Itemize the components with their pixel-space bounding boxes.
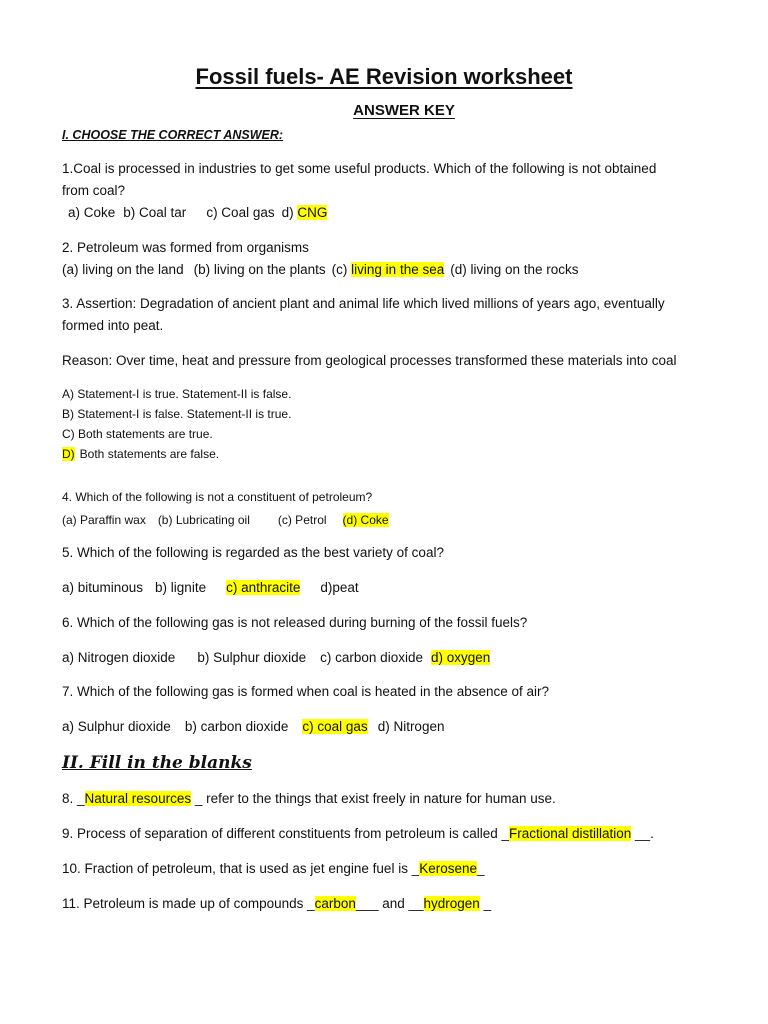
q3-option-a: A) Statement-I is true. Statement-II is false. bbox=[62, 387, 292, 401]
question-1-text-line-1: 1.Coal is processed in industries to get some useful products. Which of the following is not obtained bbox=[62, 161, 657, 176]
q2-answer-highlight: living in the sea bbox=[351, 262, 445, 277]
question-11: 11. Petroleum is made up of compounds _carbon___ and __hydrogen _ bbox=[62, 896, 492, 911]
q1-option-d-label: d) bbox=[281, 205, 294, 220]
question-10: 10. Fraction of petroleum, that is used as jet engine fuel is _Kerosene_ bbox=[62, 861, 485, 876]
q5-answer-highlight: c) anthracite bbox=[226, 580, 301, 595]
question-8: 8. _Natural resources _ refer to the things that exist freely in nature for human use. bbox=[62, 791, 556, 806]
q4-option-b: (b) Lubricating oil bbox=[157, 513, 250, 527]
q4-option-a: (a) Paraffin wax bbox=[62, 513, 146, 527]
question-5-text: 5. Which of the following is regarded as the best variety of coal? bbox=[62, 545, 444, 560]
question-7-options bbox=[62, 719, 444, 734]
q2-option-b: (b) living on the plants bbox=[193, 262, 326, 277]
q6-answer-highlight: d) oxygen bbox=[430, 650, 491, 665]
q7-option-d: d) Nitrogen bbox=[377, 719, 445, 734]
q4-answer-highlight: (d) Coke bbox=[342, 513, 389, 527]
q9-answer-highlight: Fractional distillation bbox=[508, 826, 632, 841]
question-6-options bbox=[62, 650, 490, 665]
question-9: 9. Process of separation of different constituents from petroleum is called _Fractional distillation __. bbox=[62, 826, 654, 841]
q3-option-d: D) Both statements are false. bbox=[62, 447, 220, 461]
section-heading-fill-blanks: II. Fill in the blanks bbox=[62, 753, 252, 773]
q11-answer-2-highlight: hydrogen bbox=[423, 896, 480, 911]
q1-option-a: a) Coke bbox=[68, 205, 116, 220]
question-2-options bbox=[62, 262, 579, 277]
q5-option-a: a) bituminous bbox=[62, 580, 144, 595]
q5-option-d: d)peat bbox=[320, 580, 359, 595]
question-5-options bbox=[62, 580, 359, 595]
q7-answer-highlight: c) coal gas bbox=[302, 719, 368, 734]
q3-answer-highlight: D) bbox=[62, 447, 75, 461]
question-3-assertion-line-2: formed into peat. bbox=[62, 318, 164, 333]
page-title: Fossil fuels- AE Revision worksheet bbox=[195, 64, 573, 89]
question-7-text: 7. Which of the following gas is formed when coal is heated in the absence of air? bbox=[62, 684, 550, 699]
question-4-options bbox=[62, 513, 389, 527]
q1-option-b: b) Coal tar bbox=[123, 205, 187, 220]
q10-answer-highlight: Kerosene bbox=[419, 861, 477, 876]
question-3-assertion-line-1: 3. Assertion: Degradation of ancient plant and animal life which lived millions of years ago, eventually bbox=[62, 296, 665, 311]
question-2-text: 2. Petroleum was formed from organisms bbox=[62, 240, 309, 255]
q8-answer-highlight: Natural resources bbox=[84, 791, 192, 806]
q1-option-c: c) Coal gas bbox=[206, 205, 275, 220]
q6-option-b: b) Sulphur dioxide bbox=[197, 650, 307, 665]
q4-option-c: (c) Petrol bbox=[277, 513, 327, 527]
q5-option-b: b) lignite bbox=[155, 580, 207, 595]
q3-option-c: C) Both statements are true. bbox=[62, 427, 213, 441]
q6-option-a: a) Nitrogen dioxide bbox=[62, 650, 176, 665]
q7-option-b: b) carbon dioxide bbox=[184, 719, 289, 734]
question-4-text: 4. Which of the following is not a constituent of petroleum? bbox=[62, 490, 373, 504]
q2-option-d: (d) living on the rocks bbox=[450, 262, 579, 277]
q3-option-b: B) Statement-I is false. Statement-II is true. bbox=[62, 407, 292, 421]
question-6-text: 6. Which of the following gas is not released during burning of the fossil fuels? bbox=[62, 615, 528, 630]
q2-option-a: (a) living on the land bbox=[62, 262, 184, 277]
q6-option-c: c) carbon dioxide bbox=[320, 650, 423, 665]
question-1-text-line-2: from coal? bbox=[62, 183, 126, 198]
question-1-options bbox=[68, 205, 327, 220]
q7-option-a: a) Sulphur dioxide bbox=[62, 719, 171, 734]
page-subtitle: ANSWER KEY bbox=[353, 102, 455, 119]
q11-answer-1-highlight: carbon bbox=[314, 896, 356, 911]
question-3-reason: Reason: Over time, heat and pressure from geological processes transformed these materials into coal bbox=[62, 353, 677, 368]
section-heading-multiple-choice: I. CHOOSE THE CORRECT ANSWER: bbox=[62, 128, 284, 142]
q2-option-c-label: (c) bbox=[331, 262, 348, 277]
q1-answer-highlight: CNG bbox=[297, 205, 328, 220]
